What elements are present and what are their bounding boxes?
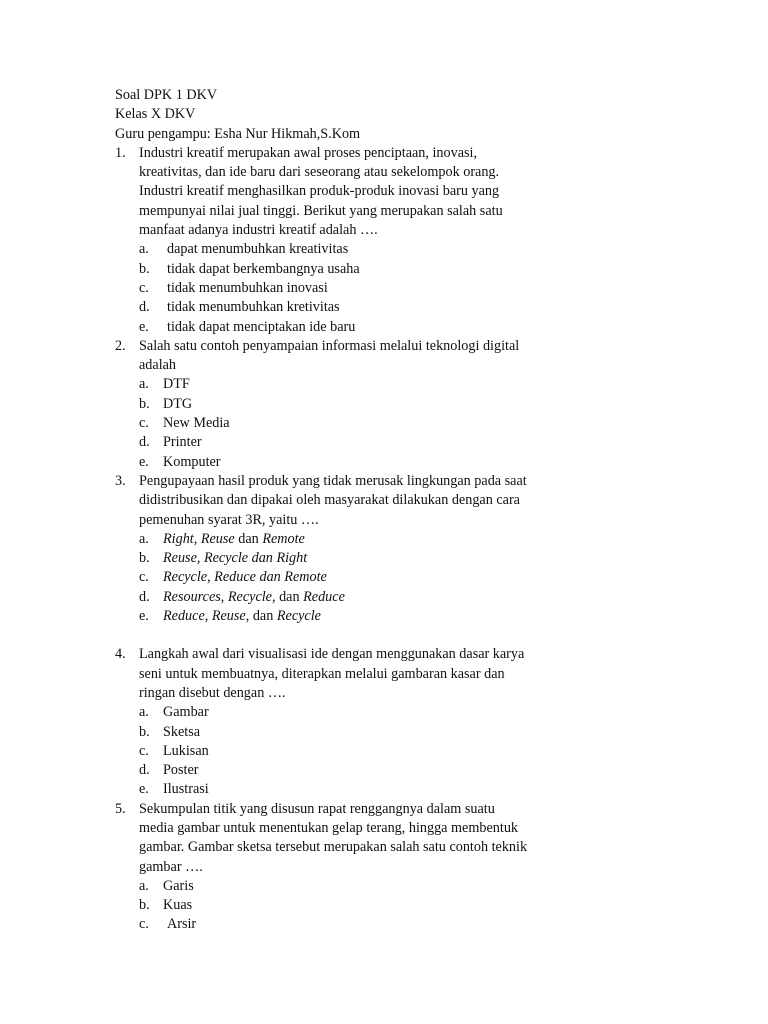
question-text-line: media gambar untuk menentukan gelap terang, hingga membentuk <box>139 819 519 836</box>
option-item <box>139 433 585 452</box>
option-list <box>139 703 585 799</box>
option-text: tidak dapat menciptakan ide baru <box>167 318 356 335</box>
option-letter: a. <box>139 241 149 258</box>
option-letter: e. <box>139 318 149 335</box>
question-4 <box>115 645 585 799</box>
option-item <box>139 298 585 317</box>
option-text-italic: Recycle <box>276 608 321 625</box>
question-text-line: mempunyai nilai jual tinggi. Berikut yang merupakan salah satu <box>139 202 503 219</box>
option-text: Ilustrasi <box>163 781 209 798</box>
option-text: Gambar <box>163 704 209 721</box>
question-text-line: seni untuk membuatnya, diterapkan melalui gambaran kasar dan <box>139 665 505 682</box>
question-text-line: Sekumpulan titik yang disusun rapat renggangnya dalam suatu <box>139 800 495 817</box>
option-text: Garis <box>163 877 194 894</box>
option-letter: b. <box>139 897 150 914</box>
question-text-line: gambar …. <box>139 858 203 875</box>
option-item <box>139 395 585 414</box>
question-number: 1. <box>115 144 126 161</box>
option-text: Poster <box>163 762 199 779</box>
option-item <box>139 742 585 761</box>
option-letter: a. <box>139 530 149 547</box>
question-number: 2. <box>115 337 126 354</box>
option-text-italic: Recycle <box>227 588 272 605</box>
option-item <box>139 761 585 780</box>
option-text-italic: Reduce <box>303 588 345 605</box>
question-number: 5. <box>115 800 126 817</box>
question-5 <box>115 800 585 935</box>
option-text: , <box>204 608 212 625</box>
option-item <box>139 414 585 433</box>
question-text-line: didistribusikan dan dipakai oleh masyarakat dilakukan dengan cara <box>139 492 520 509</box>
option-item <box>139 279 585 298</box>
option-letter: b. <box>139 550 150 567</box>
option-text: Printer <box>163 434 202 451</box>
question-number: 4. <box>115 646 126 663</box>
option-item <box>139 703 585 722</box>
option-letter: d. <box>139 434 150 451</box>
option-item <box>139 318 585 337</box>
option-item <box>139 530 585 549</box>
option-item <box>139 549 585 568</box>
question-text-line: pemenuhan syarat 3R, yaitu …. <box>139 511 319 528</box>
option-item <box>139 780 585 799</box>
question-text-line: Salah satu contoh penyampaian informasi melalui teknologi digital <box>139 337 520 354</box>
option-text-italic: Reduce <box>163 608 205 625</box>
option-letter: e. <box>139 453 149 470</box>
option-text: dapat menumbuhkan kreativitas <box>167 241 349 258</box>
option-text-italic: Reuse <box>211 608 246 625</box>
option-item <box>139 896 585 915</box>
option-text: tidak dapat berkembangnya usaha <box>167 260 360 277</box>
blank-line <box>115 626 585 645</box>
option-letter: d. <box>139 588 150 605</box>
question-3 <box>115 472 585 626</box>
question-2 <box>115 337 585 472</box>
option-item <box>139 375 585 394</box>
option-item <box>139 240 585 259</box>
option-letter: d. <box>139 762 150 779</box>
teacher-label: Guru pengampu: Esha Nur Hikmah,S.Kom <box>115 125 361 142</box>
option-text: Kuas <box>163 897 193 914</box>
option-item <box>139 568 585 587</box>
option-text: , dan <box>245 608 277 625</box>
question-text-line: kreativitas, dan ide baru dari seseorang atau sekelompok orang. <box>139 164 500 181</box>
option-item <box>139 260 585 279</box>
option-item <box>139 607 585 626</box>
question-text-line: Langkah awal dari visualisasi ide dengan menggunakan dasar karya <box>139 646 525 663</box>
question-text-line: Industri kreatif merupakan awal proses penciptaan, inovasi, <box>139 144 478 161</box>
option-item <box>139 723 585 742</box>
option-text: , dan <box>271 588 304 605</box>
option-item <box>139 915 585 934</box>
option-letter: a. <box>139 376 149 393</box>
question-text-line: manfaat adanya industri kreatif adalah …. <box>139 222 378 239</box>
option-letter: a. <box>139 877 149 894</box>
option-item <box>139 877 585 896</box>
option-text-italic: Reuse, Recycle dan Right <box>163 550 308 567</box>
option-text-italic: Recycle, Reduce dan Remote <box>163 569 327 586</box>
option-letter: c. <box>139 279 149 296</box>
option-item <box>139 588 585 607</box>
option-list <box>139 375 585 471</box>
option-letter: a. <box>139 704 149 721</box>
option-text-italic: Right, Reuse <box>163 530 235 547</box>
option-item <box>139 453 585 472</box>
option-list <box>139 240 585 336</box>
option-letter: b. <box>139 260 150 277</box>
option-letter: b. <box>139 723 150 740</box>
question-text-line: ringan disebut dengan …. <box>139 684 286 701</box>
option-text-italic: Remote <box>262 530 305 547</box>
doc-title: Soal DPK 1 DKV <box>115 87 218 103</box>
option-letter: c. <box>139 415 149 432</box>
option-list <box>139 877 585 935</box>
option-text: tidak menumbuhkan inovasi <box>167 279 328 296</box>
option-text: tidak menumbuhkan kretivitas <box>167 299 340 316</box>
question-number: 3. <box>115 472 126 489</box>
document-content <box>115 86 585 935</box>
question-1 <box>115 144 585 337</box>
option-text-italic: Resources <box>163 588 221 605</box>
option-letter: c. <box>139 569 149 586</box>
option-letter: c. <box>139 742 149 759</box>
option-text: Komputer <box>163 453 221 470</box>
option-letter: e. <box>139 781 149 798</box>
option-letter: e. <box>139 608 149 625</box>
option-letter: c. <box>139 916 149 933</box>
option-letter: d. <box>139 299 150 316</box>
option-text: Sketsa <box>163 723 201 740</box>
option-text: dan <box>234 530 263 547</box>
option-text: Arsir <box>167 916 197 933</box>
option-letter: b. <box>139 395 150 412</box>
class-label: Kelas X DKV <box>115 106 196 123</box>
option-text: , <box>220 588 228 605</box>
question-text-line: gambar. Gambar sketsa tersebut merupakan salah satu contoh teknik <box>139 839 528 856</box>
question-text-line: Pengupayaan hasil produk yang tidak merusak lingkungan pada saat <box>139 472 527 489</box>
option-list <box>139 530 585 626</box>
option-text: DTF <box>163 376 190 393</box>
option-text: Lukisan <box>163 742 209 759</box>
question-text-line: adalah <box>139 357 177 374</box>
question-text-line: Industri kreatif menghasilkan produk-produk inovasi baru yang <box>139 183 500 200</box>
option-text: DTG <box>163 395 193 412</box>
option-text: New Media <box>163 415 230 432</box>
